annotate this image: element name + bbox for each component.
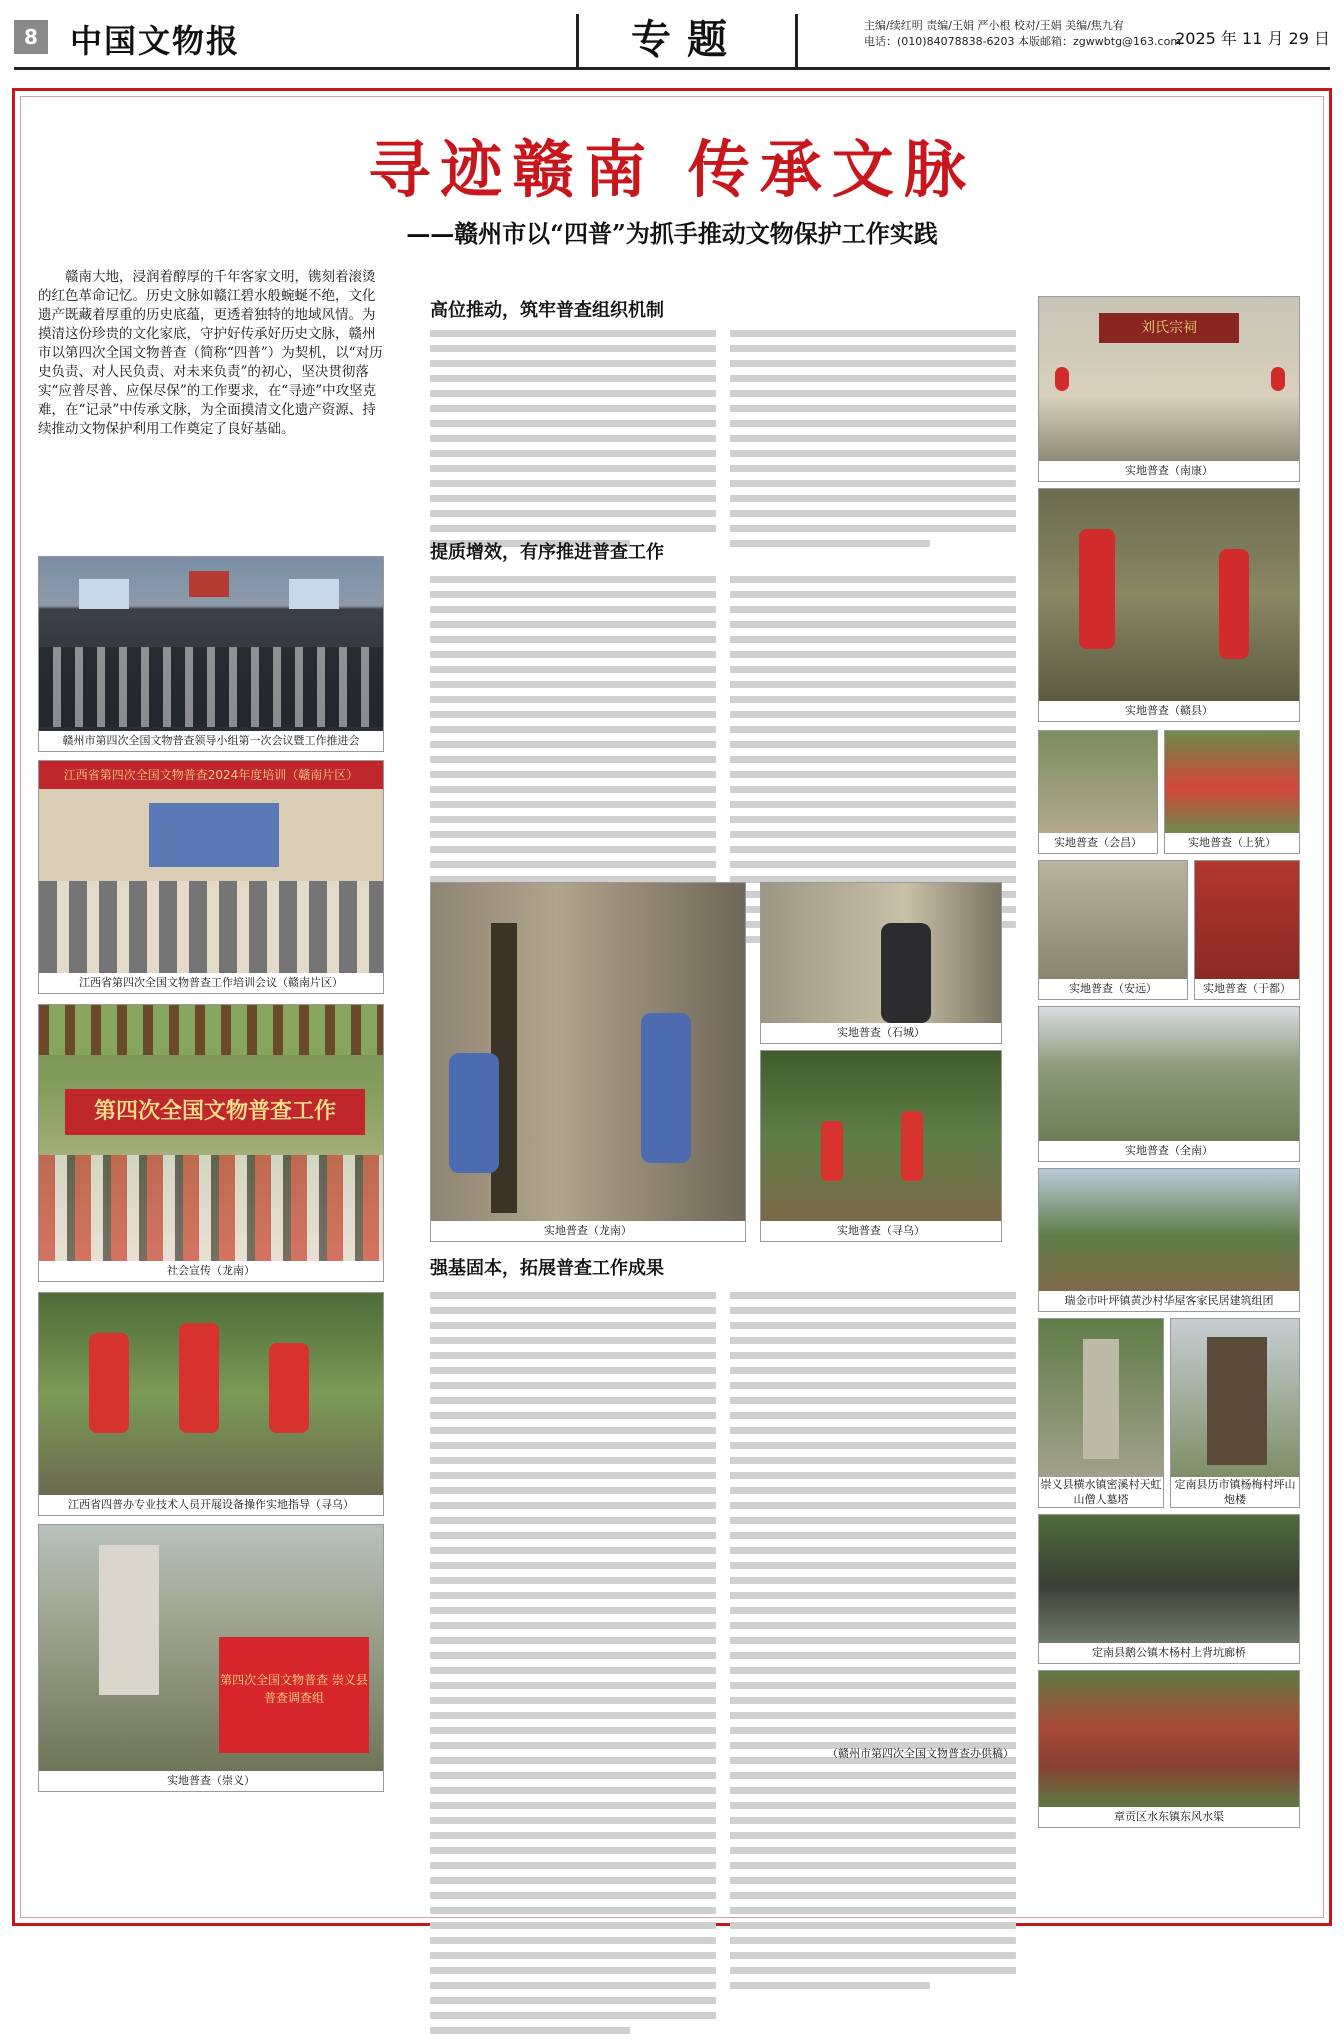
photo-chongyi <box>38 1524 384 1792</box>
photo-caption: 实地普查（龙南） <box>431 1221 745 1241</box>
photo-caption: 实地普查（于都） <box>1195 979 1299 999</box>
photo-training <box>38 760 384 994</box>
photo-caption: 崇义县横水镇密溪村天虹山僧人墓塔 <box>1040 1478 1162 1506</box>
photo-shicheng-survey <box>760 882 1002 1044</box>
section-3-col-1 <box>430 1292 716 2040</box>
photo-caption: 实地普查（会昌） <box>1039 833 1157 853</box>
photo-caption: 实地普查（上犹） <box>1165 833 1299 853</box>
photo-shangyou <box>1164 730 1300 854</box>
section-title-3: 强基固本，拓展普查工作成果 <box>430 1258 664 1279</box>
photo-nankang <box>1038 296 1300 482</box>
photo-anyuan <box>1038 860 1188 1000</box>
photo-caption: 实地普查（赣县） <box>1039 701 1299 721</box>
photo-device-guide <box>38 1292 384 1516</box>
section-1-col-2 <box>730 330 1016 555</box>
photo-caption: 实地普查（寻乌） <box>761 1221 1001 1241</box>
masthead <box>14 14 1330 70</box>
gate-plaque: 刘氏宗祠 <box>1099 313 1239 343</box>
photo-caption: 实地普查（石城） <box>761 1023 1001 1043</box>
photo-caption: 定南县鹅公镇木杨村上背坑廊桥 <box>1039 1643 1299 1663</box>
photo-ruijin-buildings <box>1038 1168 1300 1312</box>
photo-outreach <box>38 1004 384 1282</box>
photo-caption: 章贡区水东镇东风水渠 <box>1039 1807 1299 1827</box>
photo-caption: 实地普查（南康） <box>1039 461 1299 481</box>
team-flag: 第四次全国文物普查 崇义县普查调查组 <box>219 1637 369 1753</box>
staff-line-2: 电话：(010)84078838-6203 本版邮箱：zgwwbtg@163.com <box>864 35 1182 48</box>
staff-credits <box>864 18 1181 50</box>
newspaper-name: 中国文物报 <box>70 22 241 60</box>
section-title-2: 提质增效，有序推进普查工作 <box>430 542 664 563</box>
training-banner: 江西省第四次全国文物普查2024年度培训（赣南片区） <box>39 761 383 789</box>
photo-dingnan-tower <box>1170 1318 1300 1508</box>
section-name: 专题 <box>576 14 798 68</box>
photo-caption: 实地普查（崇义） <box>39 1771 383 1791</box>
photo-caption: 江西省四普办专业技术人员开展设备操作实地指导（寻乌） <box>39 1495 383 1515</box>
photo-caption: 定南县历市镇杨梅村坪山炮楼 <box>1171 1477 1299 1507</box>
photo-caption: 赣州市第四次全国文物普查领导小组第一次会议暨工作推进会 <box>39 731 383 751</box>
photo-huichang <box>1038 730 1158 854</box>
outreach-banner: 第四次全国文物普查工作 <box>65 1089 365 1135</box>
photo-zhanggong-canal <box>1038 1670 1300 1828</box>
photo-caption: 瑞金市叶坪镇黄沙村华屋客家民居建筑组团 <box>1039 1291 1299 1311</box>
photo-yudu <box>1194 860 1300 1000</box>
photo-quannan <box>1038 1006 1300 1162</box>
issue-date: 2025 年 11 月 29 日 <box>1175 29 1330 48</box>
page-number: 8 <box>14 20 48 54</box>
section-1-col-1 <box>430 330 716 555</box>
photo-caption: 社会宣传（龙南） <box>39 1261 383 1281</box>
staff-line-1: 主编/续红明 责编/王娟 严小根 校对/王娟 美编/焦九宥 <box>864 19 1124 32</box>
photo-xunwu-survey <box>760 1050 1002 1242</box>
section-3-col-2 <box>730 1292 1016 1997</box>
article-signature: （赣州市第四次全国文物普查办供稿） <box>827 1747 1014 1760</box>
section-title-1: 高位推动，筑牢普查组织机制 <box>430 300 664 321</box>
photo-chongyi-pagoda <box>1038 1318 1164 1508</box>
page-headline: 寻迹赣南 传承文脉 <box>368 133 976 206</box>
photo-caption: 江西省第四次全国文物普查工作培训会议（赣南片区） <box>39 973 383 993</box>
intro-paragraph: 赣南大地，浸润着醇厚的千年客家文明，镌刻着滚烫的红色革命记忆。历史文脉如赣江碧水般蜿蜒不绝，文化遗产既藏着厚重的历史底蕴，更透着独特的地域风情。为摸清这份珍贵的文化家底，守护好传承好历史文脉，赣州市以第四次全国文物普查（简称“四普”）为契机，以“对历史负责、对人民负责、对未来负责”的初心，坚决贯彻落实“应普尽普、应保尽保”的工作要求，在“寻迹”中攻坚克难，在“记录”中传承文脉，为全面摸清文化遗产资源、持续推动文物保护利用工作奠定了良好基础。 <box>38 269 383 437</box>
photo-ganxian <box>1038 488 1300 722</box>
photo-caption: 实地普查（全南） <box>1039 1141 1299 1161</box>
photo-meeting <box>38 556 384 752</box>
photo-caption: 实地普查（安远） <box>1039 979 1187 999</box>
page-subhead: ——赣州市以“四普”为抓手推动文物保护工作实践 <box>406 219 938 248</box>
photo-longnan-survey <box>430 882 746 1242</box>
photo-dingnan-bridge <box>1038 1514 1300 1664</box>
